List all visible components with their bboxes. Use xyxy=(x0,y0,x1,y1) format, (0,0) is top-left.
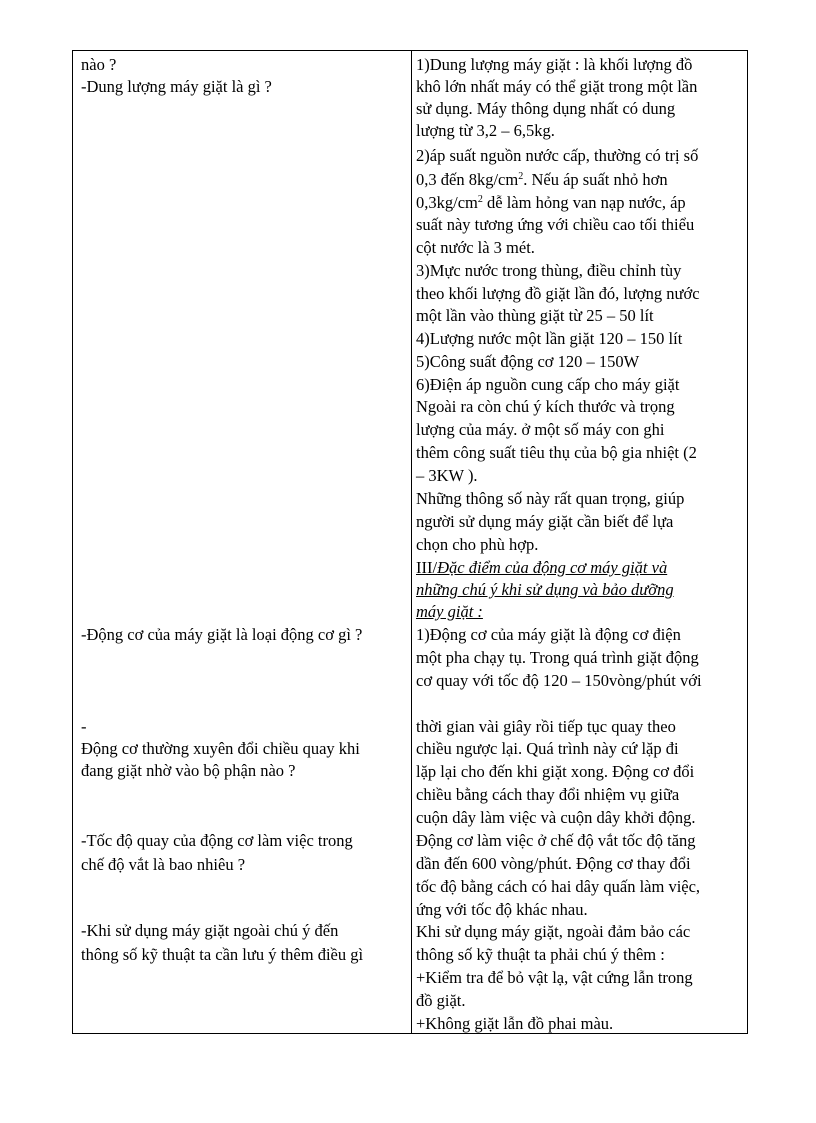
section-heading: máy giặt : xyxy=(416,602,483,621)
content-table xyxy=(72,50,748,1034)
answer-line: cơ quay với tốc độ 120 – 150vòng/phút với xyxy=(416,671,702,690)
question-line: nào ? xyxy=(81,55,117,74)
question-line: chế độ vắt là bao nhiêu ? xyxy=(81,855,246,874)
answer-line: khô lớn nhất máy có thể giặt trong một lần xyxy=(416,77,698,96)
answer-line: Ngoài ra còn chú ý kích thước và trọng xyxy=(416,397,675,416)
answer-line: cột nước là 3 mét. xyxy=(416,238,535,257)
answer-line: suất này tương ứng với chiều cao tối thiểu xyxy=(416,215,695,234)
answer-line: 1)Dung lượng máy giặt : là khối lượng đồ xyxy=(416,55,693,74)
answer-line: 5)Công suất động cơ 120 – 150W xyxy=(416,352,640,371)
answer-line: 3)Mực nước trong thùng, điều chỉnh tùy xyxy=(416,261,682,280)
question-line: -Động cơ của máy giặt là loại động cơ gì ? xyxy=(81,625,363,644)
question-line: đang giặt nhờ vào bộ phận nào ? xyxy=(81,761,296,780)
answer-line: 1)Động cơ của máy giặt là động cơ điện xyxy=(416,625,681,644)
answer-text: dễ làm hỏng van nạp nước, áp xyxy=(482,193,686,212)
question-line: -Dung lượng máy giặt là gì ? xyxy=(81,77,272,96)
answer-line: lượng từ 3,2 – 6,5kg. xyxy=(416,121,555,140)
superscript: 2 xyxy=(477,194,483,205)
answer-line: cuộn dây làm việc và cuộn dây khởi động. xyxy=(416,808,696,827)
section-title: Đặc điểm của động cơ máy giặt và xyxy=(437,558,668,577)
answer-line: Động cơ làm việc ở chế độ vắt tốc độ tăng xyxy=(416,831,696,850)
answer-line: người sử dụng máy giặt cần biết để lựa xyxy=(416,512,674,531)
superscript: 2 xyxy=(518,171,524,182)
section-heading xyxy=(416,557,667,579)
answer-text: 0,3 đến 8kg/cm xyxy=(416,170,519,189)
answer-line: Những thông số này rất quan trọng, giúp xyxy=(416,489,685,508)
question-line: -Tốc độ quay của động cơ làm việc trong xyxy=(81,831,353,850)
answer-line: ứng với tốc độ khác nhau. xyxy=(416,900,588,919)
answer-line xyxy=(416,169,668,191)
question-line: thông số kỹ thuật ta cần lưu ý thêm điều gì xyxy=(81,945,364,964)
answer-text: . Nếu áp suất nhỏ hơn xyxy=(523,170,668,189)
answer-line xyxy=(416,192,686,214)
answer-line: 4)Lượng nước một lần giặt 120 – 150 lít xyxy=(416,329,683,348)
answer-line: lượng của máy. ở một số máy con ghi xyxy=(416,420,665,439)
answer-line: thời gian vài giây rồi tiếp tục quay theo xyxy=(416,717,676,736)
answer-line: theo khối lượng đồ giặt lần đó, lượng nước xyxy=(416,284,700,303)
question-line: - xyxy=(81,717,87,736)
question-line: -Khi sử dụng máy giặt ngoài chú ý đến xyxy=(81,921,339,940)
answer-line: thêm công suất tiêu thụ của bộ gia nhiệt (2 xyxy=(416,443,697,462)
answer-line: dần đến 600 vòng/phút. Động cơ thay đổi xyxy=(416,854,691,873)
answer-line: thông số kỹ thuật ta phải chú ý thêm : xyxy=(416,945,665,964)
answer-line: tốc độ bằng cách có hai dây quấn làm việc, xyxy=(416,877,701,896)
answer-text: 0,3kg/cm xyxy=(416,193,478,212)
answer-line: một lần vào thùng giặt từ 25 – 50 lít xyxy=(416,306,654,325)
section-number: III/ xyxy=(416,558,438,577)
answer-line: – 3KW ). xyxy=(416,466,478,485)
answer-line: một pha chạy tụ. Trong quá trình giặt động xyxy=(416,648,699,667)
column-divider xyxy=(411,51,412,1033)
answer-line: 2)áp suất nguồn nước cấp, thường có trị số xyxy=(416,146,699,165)
answer-line: +Không giặt lẫn đồ phai màu. xyxy=(416,1014,614,1033)
section-heading: những chú ý khi sử dụng và bảo dưỡng xyxy=(416,580,674,599)
answer-line: sử dụng. Máy thông dụng nhất có dung xyxy=(416,99,676,118)
answer-line: Khi sử dụng máy giặt, ngoài đảm bảo các xyxy=(416,922,691,941)
answer-line: chọn cho phù hợp. xyxy=(416,535,539,554)
question-line: Động cơ thường xuyên đổi chiều quay khi xyxy=(81,739,360,758)
answer-line: chiều ngược lại. Quá trình này cứ lặp đi xyxy=(416,739,679,758)
answer-line: 6)Điện áp nguồn cung cấp cho máy giặt xyxy=(416,375,680,394)
answer-line: chiều bằng cách thay đổi nhiệm vụ giữa xyxy=(416,785,680,804)
answer-line: đồ giặt. xyxy=(416,991,466,1010)
answer-line: lặp lại cho đến khi giặt xong. Động cơ đổi xyxy=(416,762,695,781)
answer-line: +Kiểm tra để bỏ vật lạ, vật cứng lẫn trong xyxy=(416,968,693,987)
